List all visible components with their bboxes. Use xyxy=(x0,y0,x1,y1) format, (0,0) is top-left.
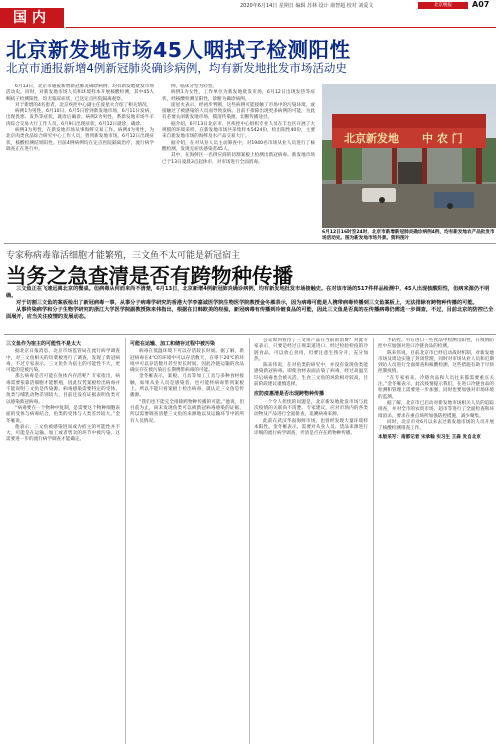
story1-column-2 xyxy=(162,84,315,239)
story2-column-4 xyxy=(378,338,494,744)
paragraph: 病毒在低温环境下可以存活较长时间。据了解，新冠病毒在4℃的环境中可以存活数天，在零下20℃的环境中可以存活数月甚至更长时间。因此冷链运输的食品确实存在被污染后长期携带病毒的可能。 xyxy=(130,349,244,374)
subhead: 应防疫惠清是否出现跨物种传播 xyxy=(254,391,325,398)
paragraph: 对于新增的4名患者，北京疾控中心副主任庞星火介绍了相关情况。 xyxy=(15,102,152,108)
paragraph: 据介绍，在对从业人员主动筛查中，对1940名市场从业人员进行了核酸检测，发现无症状感染者45人。 xyxy=(162,140,315,152)
paragraph: “在专家看来，冷链食品和人员往来都需要重点关注。”金冬雁表示，此次疫情提示我们，在进口冷链食品的检测和管理上需要进一步加强，同时也要加强对市场环境的监测。 xyxy=(378,375,494,400)
masthead xyxy=(0,0,500,28)
paragraph: 其中，在海鲜区一名供应商的切割案板上检测出新冠病毒。新发地市场已于13日凌晨3点起休市，对市场进行全面消毒。 xyxy=(162,153,315,165)
story2-headline: 当务之急查清是否有跨物种传播 xyxy=(6,264,293,288)
paragraph: 据介绍，6月13日北京市、区疾控中心组织专业人员在丰台区开展了大规模的环境采样，在新发地市场共采集样本5424份，检出阳性40份，主要来自新发地市场的海鲜及水产品交易大厅。 xyxy=(162,121,315,140)
story2-column-3 xyxy=(254,338,368,744)
paragraph: 陈来伟说，目前北京市已经启动战时机制，对新发地市场及周边实施了封闭管理，同时对市场从业人员和近期到访人员进行全面排查和核酸检测，这些措施有助于尽快控制疫情。 xyxy=(378,350,494,375)
paragraph: 病例1为男性，6月10日、6月5日曾到新发地市场，6月11日发病，出现畏寒、发热等症状，就诊后确诊。病例2为男性，系新发地市场牛羊肉综合交易大厅工作人员，6月9日出现症状，6月12日就诊，确诊。 xyxy=(6,109,154,127)
story2-lead xyxy=(6,286,496,321)
paragraph: 三文鱼正在飞速远离北京的餐桌。但病毒从何而来尚不清楚，6月13日，北京新增4例新冠肺炎确诊病例，均有新发地批发市场接触史。在对该市场的517件样品检测中，45人出现核酸阳性，但病来源仍不明确。 xyxy=(6,286,490,299)
paragraph: 那么病毒是否可能在鱼体内存活呢？专家指出，病毒需要依靠活细胞才能繁殖，因此仅凭案板检出病毒并不能说明三文鱼是传染源。病毒感染需要特定的受体，鱼类与哺乳动物差别较大，目前还没有证据表明鱼类可以感染新冠病毒。 xyxy=(6,374,120,405)
section-divider xyxy=(4,243,496,244)
paragraph: 陈来伟说，在对鱼类的研究中，并没有发现鱼类能感染新冠病毒。即使食材表面沾染了病毒，经过高温烹饪后病毒也会被灭活。生食三文鱼的风险相对较高，目前阶段建议谨慎选择。 xyxy=(254,363,368,388)
story2-kicker: 专家称病毒靠活细胞才能繁殖，三文鱼不太可能是新冠宿主 xyxy=(6,251,241,261)
svg-text:北京新发地: 北京新发地 xyxy=(344,132,399,145)
paragraph: 金冬雁表示，案板、刀具等加工工具与多种食材接触，如果从业人员是感染者，也可能将病毒带到案板上。所以不能只看案板上检出病毒，就认定三文鱼是传播源。 xyxy=(130,374,244,399)
column-divider xyxy=(125,338,126,744)
paragraph: 庞星火表示，经初步判断，这些病例可能接触了市场中的污染环境，或接触过了被感染的人员而导致发病。目前不排除出现更多病例的可能，为此有必要关闭新发地市场，摸清传染源，切断传播途径。 xyxy=(162,102,315,121)
edition-tag: 北京晚报 xyxy=(418,2,468,9)
story2-column-2 xyxy=(130,338,244,744)
paragraph: 同时，北京市对6月以来去过新发地市场的人员开展了核酸检测排查工作。 xyxy=(378,419,494,432)
date-editor-line: 2020年6月14日 星期日 编辑 苏林 设计 康智超 校对 刘爱文 xyxy=(240,3,374,9)
subhead: 可能在运输、加工和储存过程中被污染 xyxy=(130,341,216,347)
paragraph: 病例1为女性，工作单位为新发地批发市场，6月12日出现发热等症状，经核酸检测呈阳性，诊断为确诊病例。 xyxy=(162,90,315,102)
story2-column-1 xyxy=(6,338,120,744)
paragraph: 从事传染病学和分子生物学研究的浙江大学医学院副教授陈来伟指出，根据在日韩欧美的经验，新冠病毒有传播到冷链食品的可能，因此三文鱼是否真的在传播病毒仍需进一步调查，不过，目前北京的防控已全面展开，应当关注疫情的发展动态。 xyxy=(6,306,494,320)
photo-caption: 6月12日16时至24时，北京市新增新冠肺炎确诊病例4例，均有新发地农产品批发市场活动史。图为新发地市场外景。资料图片 xyxy=(322,230,495,241)
lead-divider xyxy=(4,334,496,335)
paragraph: 公众如何看待了三文鱼产品在当前的消费？对此专家表示，只要是经过正规渠道进口、经过检验检疫的冷链食品，可以放心食用，但要注意生熟分开，充分加热。 xyxy=(254,338,368,362)
paragraph: “病毒要在一个物种中复制，是需要这个物种细胞表面的受体与病毒结合，鱼类的受体与人类差异较大。”金冬雁说。 xyxy=(6,405,120,424)
section-label: 国内 xyxy=(0,8,64,28)
market-gate-image xyxy=(322,84,496,228)
paragraph: 病例3为男性，在新发地市场从事海鲜交易工作。病例4为男性，为北京肉类食品综合研究中心工作人员，曾到新发地市场。6月12日出现症状，核酸检测结果阳性。目前4例病例均在定点医院隔离治疗，流行病学调查正在进行中。 xyxy=(6,128,154,152)
subhead: 三文鱼作为宿主的可能性不是太大 xyxy=(6,341,82,347)
paragraph: 6月13日，北京市通报新增新冠肺炎确诊病例，均有新发地批发市场活动史。同时，对新发地市场人员和环境样本开展核酸检测，其中45人咽拭子检测阳性，均无临床症状，已送定点医院隔离观察。 xyxy=(6,84,154,102)
story1-column-1 xyxy=(6,84,154,239)
story1-headline: 北京新发地市场45人咽拭子检测阳性 xyxy=(6,38,351,62)
column-divider xyxy=(373,338,374,744)
paragraph: 对于切割三文鱼的案板检出了新冠病毒一事，从事分子病毒学研究的香港大学李嘉诚医学院生物医学院教授金冬雁表示，因为病毒可能是人携带病毒传播到三文鱼案板上，无法排除有跨物种传播的可能。 xyxy=(16,299,478,306)
page-number: A07 xyxy=(472,0,490,9)
story1-subheadline: 北京市通报新增4例新冠肺炎确诊病例，均有新发地批发市场活动史 xyxy=(6,61,347,75)
paragraph: 此前在武汉华南海鲜市场，也曾经发现大量环境样本阳性。金冬雁表示，需要对从业人员、货品来源进行详细的流行病学调查，弄清是否存在跨物种传播。 xyxy=(254,418,368,437)
paragraph: 据北京日报消息，北京市场监管局在流行病学调查中，对三文鱼相关的切菜板进行了调查，发现了新冠病毒。不过专家表示，三文鱼作为宿主的可能性不大，更可能的是被污染。 xyxy=(6,349,120,374)
paragraph: 予防控。另在进口一些食品中检测出阳性，在疫情防控中应加强对进口冷链食品的检测。 xyxy=(378,338,494,350)
paragraph: 一个令人担忧的问题是，北京新发地批发市场与此次疫情的关联尚不清楚。专家建议，应对市场内的各类动物及产品进行全面排查，追溯病毒来源。 xyxy=(254,399,368,418)
paragraph: “我们也不能完全排除跨物种传播的可能。”他说，但目前为止，尚未发现鱼类可以被新冠病毒感染的证据，所以需要调查清楚三文鱼的来源地以及运输环节中的所有人员情况。 xyxy=(130,399,244,424)
paragraph: 他表示，三文鱼被感染进而成为宿主的可能性并不大，可能是在运输、加工或者售卖的环节中被污染。这需要进一步的流行病学调查才能确定。 xyxy=(6,424,120,443)
masthead-rule xyxy=(66,27,496,28)
paragraph: 据了解，北京市已启动对新发地市场相关人员的追踪排查，并对全市的农贸市场、超市等进行了全面检查和环境消杀，要求在重点场所加强防控措施，减少聚集。 xyxy=(378,400,494,419)
column-divider xyxy=(249,338,250,744)
paragraph: 例，临床分型为轻型。 xyxy=(171,84,217,89)
byline: 本版采写：南都记者 宋承翰 实习生 王森 发自北京 xyxy=(378,435,481,441)
news-photo xyxy=(322,84,496,228)
svg-text:中 农 门: 中 农 门 xyxy=(422,132,463,145)
